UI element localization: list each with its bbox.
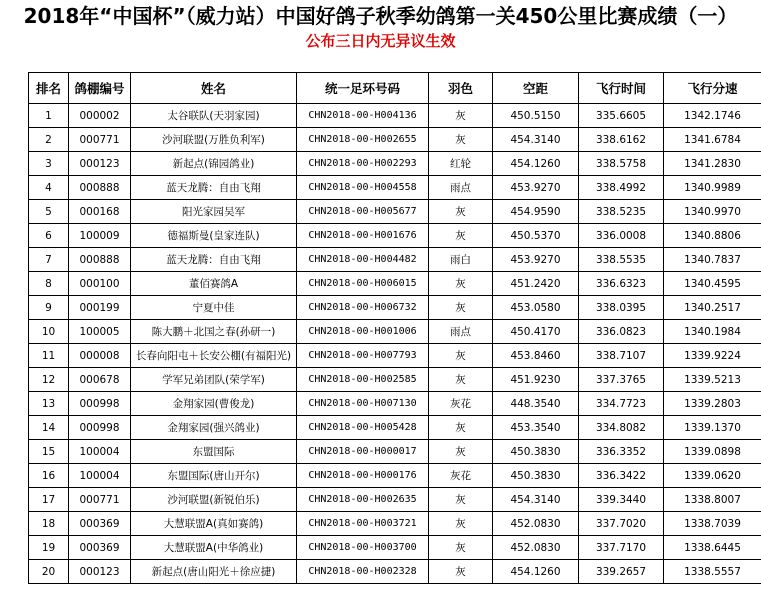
- cell-speed: 1340.4595: [664, 272, 761, 296]
- column-header-rank: 排名: [29, 73, 69, 104]
- cell-distance: 453.0580: [493, 296, 579, 320]
- cell-loft-id: 000888: [69, 248, 131, 272]
- cell-speed: 1339.2803: [664, 392, 761, 416]
- cell-rank: 14: [29, 416, 69, 440]
- cell-rank: 12: [29, 368, 69, 392]
- table-row: [29, 536, 761, 560]
- cell-flight-time: 338.5535: [579, 248, 664, 272]
- cell-flight-time: 336.3352: [579, 440, 664, 464]
- cell-color: 灰: [429, 536, 493, 560]
- cell-flight-time: 339.2657: [579, 560, 664, 584]
- cell-speed: 1340.9970: [664, 200, 761, 224]
- column-header-color: 羽色: [429, 73, 493, 104]
- cell-loft-id: 000369: [69, 512, 131, 536]
- cell-speed: 1342.1746: [664, 104, 761, 128]
- page-title: 2018年“中国杯”（威力站）中国好鸽子秋季幼鸽第一关450公里比赛成绩（一）: [23, 4, 738, 28]
- cell-name: 蓝天龙腾：自由飞翔: [131, 176, 297, 200]
- cell-distance: 452.0830: [493, 536, 579, 560]
- table-row: [29, 368, 761, 392]
- cell-speed: 1338.7039: [664, 512, 761, 536]
- cell-distance: 450.4170: [493, 320, 579, 344]
- cell-name: 学军兄弟团队(荣学军): [131, 368, 297, 392]
- table-row: [29, 200, 761, 224]
- cell-speed: 1340.9989: [664, 176, 761, 200]
- cell-color: 灰: [429, 488, 493, 512]
- cell-ring-number: CHN2018-00-H002293: [297, 152, 429, 176]
- cell-loft-id: 000123: [69, 152, 131, 176]
- cell-color: 灰: [429, 368, 493, 392]
- cell-ring-number: CHN2018-00-H007130: [297, 392, 429, 416]
- cell-distance: 454.1260: [493, 560, 579, 584]
- column-header-distance: 空距: [493, 73, 579, 104]
- cell-distance: 453.9270: [493, 176, 579, 200]
- cell-rank: 20: [29, 560, 69, 584]
- cell-ring-number: CHN2018-00-H004482: [297, 248, 429, 272]
- cell-ring-number: CHN2018-00-H002585: [297, 368, 429, 392]
- table-row: [29, 320, 761, 344]
- column-header-loft-id: 鸽棚编号: [69, 73, 131, 104]
- cell-color: 灰: [429, 200, 493, 224]
- column-header-name: 姓名: [131, 73, 297, 104]
- cell-loft-id: 000771: [69, 128, 131, 152]
- cell-rank: 7: [29, 248, 69, 272]
- cell-color: 雨白: [429, 248, 493, 272]
- cell-ring-number: CHN2018-00-H004558: [297, 176, 429, 200]
- cell-name: 太谷联队(天羽家园): [131, 104, 297, 128]
- cell-color: 灰: [429, 296, 493, 320]
- table-body: [29, 104, 761, 584]
- cell-name: 金翔家园(强兴鸽业): [131, 416, 297, 440]
- table-row: [29, 344, 761, 368]
- cell-speed: 1338.5557: [664, 560, 761, 584]
- cell-color: 灰: [429, 512, 493, 536]
- cell-flight-time: 337.7020: [579, 512, 664, 536]
- cell-distance: 454.3140: [493, 128, 579, 152]
- cell-rank: 17: [29, 488, 69, 512]
- cell-loft-id: 100004: [69, 464, 131, 488]
- cell-ring-number: CHN2018-00-H001006: [297, 320, 429, 344]
- cell-distance: 451.2420: [493, 272, 579, 296]
- cell-speed: 1341.2830: [664, 152, 761, 176]
- cell-distance: 453.3540: [493, 416, 579, 440]
- cell-rank: 6: [29, 224, 69, 248]
- cell-ring-number: CHN2018-00-H000017: [297, 440, 429, 464]
- cell-loft-id: 000998: [69, 416, 131, 440]
- cell-loft-id: 000369: [69, 536, 131, 560]
- cell-loft-id: 000199: [69, 296, 131, 320]
- cell-distance: 450.5370: [493, 224, 579, 248]
- cell-loft-id: 100004: [69, 440, 131, 464]
- cell-ring-number: CHN2018-00-H006732: [297, 296, 429, 320]
- cell-color: 灰: [429, 560, 493, 584]
- cell-rank: 16: [29, 464, 69, 488]
- cell-name: 沙河联盟(新锐伯乐): [131, 488, 297, 512]
- table-row: [29, 296, 761, 320]
- cell-flight-time: 334.8082: [579, 416, 664, 440]
- cell-distance: 454.1260: [493, 152, 579, 176]
- cell-name: 东盟国际(唐山开尔): [131, 464, 297, 488]
- cell-color: 灰: [429, 128, 493, 152]
- cell-loft-id: 000888: [69, 176, 131, 200]
- cell-name: 大慧联盟A(中华鸽业): [131, 536, 297, 560]
- cell-color: 灰: [429, 440, 493, 464]
- cell-color: 灰花: [429, 464, 493, 488]
- cell-flight-time: 337.7170: [579, 536, 664, 560]
- cell-loft-id: 000123: [69, 560, 131, 584]
- cell-speed: 1339.0898: [664, 440, 761, 464]
- column-header-ring-number: 统一足环号码: [297, 73, 429, 104]
- table-row: [29, 416, 761, 440]
- cell-flight-time: 336.0008: [579, 224, 664, 248]
- cell-name: 大慧联盟A(真如赛鸽): [131, 512, 297, 536]
- cell-name: 沙河联盟(万胜负利军): [131, 128, 297, 152]
- cell-speed: 1340.2517: [664, 296, 761, 320]
- cell-flight-time: 336.3422: [579, 464, 664, 488]
- cell-rank: 19: [29, 536, 69, 560]
- cell-name: 新起点(唐山阳光＋徐应捷): [131, 560, 297, 584]
- cell-speed: 1338.8007: [664, 488, 761, 512]
- cell-color: 灰: [429, 104, 493, 128]
- cell-flight-time: 338.7107: [579, 344, 664, 368]
- cell-flight-time: 338.0395: [579, 296, 664, 320]
- cell-color: 灰花: [429, 392, 493, 416]
- cell-rank: 11: [29, 344, 69, 368]
- cell-speed: 1339.5213: [664, 368, 761, 392]
- cell-rank: 18: [29, 512, 69, 536]
- cell-flight-time: 339.3440: [579, 488, 664, 512]
- cell-loft-id: 000998: [69, 392, 131, 416]
- cell-flight-time: 336.6323: [579, 272, 664, 296]
- table-row: [29, 512, 761, 536]
- cell-color: 灰: [429, 272, 493, 296]
- cell-distance: 450.5150: [493, 104, 579, 128]
- cell-color: 红轮: [429, 152, 493, 176]
- cell-color: 雨点: [429, 320, 493, 344]
- cell-speed: 1339.0620: [664, 464, 761, 488]
- cell-distance: 450.3830: [493, 440, 579, 464]
- cell-distance: 454.3140: [493, 488, 579, 512]
- table-header-row: [29, 73, 761, 104]
- cell-speed: 1340.1984: [664, 320, 761, 344]
- cell-loft-id: 100009: [69, 224, 131, 248]
- table-row: [29, 464, 761, 488]
- cell-name: 德福斯曼(皇家连队): [131, 224, 297, 248]
- cell-ring-number: CHN2018-00-H004136: [297, 104, 429, 128]
- cell-distance: 448.3540: [493, 392, 579, 416]
- cell-distance: 452.0830: [493, 512, 579, 536]
- cell-rank: 4: [29, 176, 69, 200]
- cell-rank: 10: [29, 320, 69, 344]
- cell-color: 灰: [429, 344, 493, 368]
- table-row: [29, 440, 761, 464]
- cell-loft-id: 000008: [69, 344, 131, 368]
- cell-name: 东盟国际: [131, 440, 297, 464]
- cell-name: 宁夏中佳: [131, 296, 297, 320]
- cell-color: 灰: [429, 224, 493, 248]
- cell-distance: 453.9270: [493, 248, 579, 272]
- cell-loft-id: 000678: [69, 368, 131, 392]
- cell-ring-number: CHN2018-00-H001676: [297, 224, 429, 248]
- cell-flight-time: 335.6605: [579, 104, 664, 128]
- cell-ring-number: CHN2018-00-H002635: [297, 488, 429, 512]
- cell-rank: 13: [29, 392, 69, 416]
- cell-flight-time: 338.6162: [579, 128, 664, 152]
- cell-name: 阳光家园吴军: [131, 200, 297, 224]
- cell-ring-number: CHN2018-00-H002655: [297, 128, 429, 152]
- cell-rank: 8: [29, 272, 69, 296]
- cell-loft-id: 100005: [69, 320, 131, 344]
- cell-ring-number: CHN2018-00-H003700: [297, 536, 429, 560]
- cell-name: 董佰赛鸽A: [131, 272, 297, 296]
- cell-ring-number: CHN2018-00-H003721: [297, 512, 429, 536]
- results-table: [28, 72, 761, 584]
- cell-rank: 9: [29, 296, 69, 320]
- cell-speed: 1339.9224: [664, 344, 761, 368]
- cell-flight-time: 338.4992: [579, 176, 664, 200]
- column-header-flight-time: 飞行时间: [579, 73, 664, 104]
- page-subtitle: 公布三日内无异议生效: [305, 32, 456, 50]
- cell-speed: 1338.6445: [664, 536, 761, 560]
- table-row: [29, 392, 761, 416]
- cell-flight-time: 334.7723: [579, 392, 664, 416]
- table-row: [29, 272, 761, 296]
- cell-name: 金翔家园(曹俊龙): [131, 392, 297, 416]
- table-row: [29, 176, 761, 200]
- cell-color: 雨点: [429, 176, 493, 200]
- cell-ring-number: CHN2018-00-H000176: [297, 464, 429, 488]
- cell-distance: 453.8460: [493, 344, 579, 368]
- cell-name: 新起点(锦园鸽业): [131, 152, 297, 176]
- cell-distance: 451.9230: [493, 368, 579, 392]
- cell-rank: 1: [29, 104, 69, 128]
- table-row: [29, 224, 761, 248]
- table-row: [29, 152, 761, 176]
- cell-name: 长春向阳屯＋长安公棚(有福阳光): [131, 344, 297, 368]
- column-header-speed: 飞行分速: [664, 73, 761, 104]
- cell-distance: 450.3830: [493, 464, 579, 488]
- cell-rank: 5: [29, 200, 69, 224]
- cell-loft-id: 000100: [69, 272, 131, 296]
- cell-rank: 15: [29, 440, 69, 464]
- cell-rank: 2: [29, 128, 69, 152]
- cell-speed: 1339.1370: [664, 416, 761, 440]
- cell-rank: 3: [29, 152, 69, 176]
- table-row: [29, 104, 761, 128]
- cell-flight-time: 338.5758: [579, 152, 664, 176]
- cell-ring-number: CHN2018-00-H007793: [297, 344, 429, 368]
- cell-ring-number: CHN2018-00-H002328: [297, 560, 429, 584]
- cell-speed: 1341.6784: [664, 128, 761, 152]
- cell-distance: 454.9590: [493, 200, 579, 224]
- cell-speed: 1340.8806: [664, 224, 761, 248]
- cell-loft-id: 000168: [69, 200, 131, 224]
- table-row: [29, 128, 761, 152]
- cell-flight-time: 338.5235: [579, 200, 664, 224]
- cell-color: 灰: [429, 416, 493, 440]
- table-row: [29, 560, 761, 584]
- cell-ring-number: CHN2018-00-H005428: [297, 416, 429, 440]
- table-row: [29, 488, 761, 512]
- cell-flight-time: 336.0823: [579, 320, 664, 344]
- cell-ring-number: CHN2018-00-H005677: [297, 200, 429, 224]
- cell-ring-number: CHN2018-00-H006015: [297, 272, 429, 296]
- table-row: [29, 248, 761, 272]
- cell-loft-id: 000002: [69, 104, 131, 128]
- cell-speed: 1340.7837: [664, 248, 761, 272]
- cell-name: 陈大鹏＋北国之春(孙研一): [131, 320, 297, 344]
- cell-name: 蓝天龙腾：自由飞翔: [131, 248, 297, 272]
- cell-flight-time: 337.3765: [579, 368, 664, 392]
- cell-loft-id: 000771: [69, 488, 131, 512]
